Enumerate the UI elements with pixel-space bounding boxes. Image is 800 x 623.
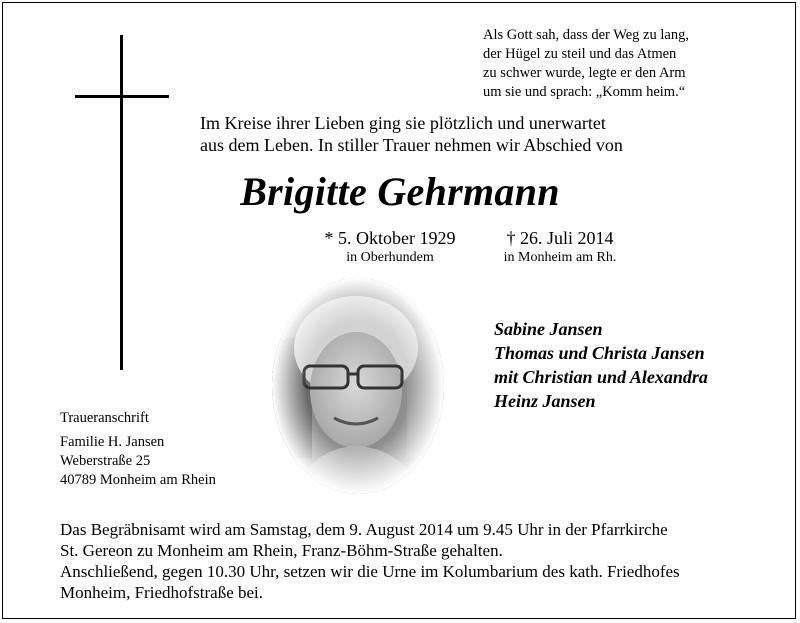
verse-line: zu schwer wurde, legte er den Arm [483, 65, 686, 81]
service-line: Monheim, Friedhofstraße bei. [60, 583, 264, 602]
verse-line: der Hügel zu steil und das Atmen [483, 46, 677, 62]
family-line: Heinz Jansen [494, 391, 596, 411]
address-line: Familie H. Jansen [60, 434, 165, 450]
portrait-photo [272, 278, 444, 494]
address-line: 40789 Monheim am Rhein [60, 472, 216, 488]
service-line: Anschließend, gegen 10.30 Uhr, setzen wir die Urne im Kolumbarium des kath. Friedhofes [60, 562, 680, 581]
address-line: Weberstraße 25 [60, 453, 151, 469]
death-info [480, 227, 640, 267]
intro-text [200, 112, 623, 156]
verse-line: um sie und sprach: „Komm heim.“ [483, 84, 686, 100]
funeral-service-text [60, 519, 780, 603]
family-names [494, 317, 794, 413]
portrait-image [272, 278, 444, 494]
family-line: Thomas und Christa Jansen [494, 343, 705, 363]
verse [483, 26, 783, 102]
intro-line: Im Kreise ihrer Lieben ging sie plötzlich und unerwartet [200, 113, 606, 133]
birth-info [310, 227, 470, 267]
service-line: Das Begräbnisamt wird am Samstag, dem 9. August 2014 um 9.45 Uhr in der Pfarrkirche [60, 520, 668, 539]
family-line: Sabine Jansen [494, 319, 603, 339]
cross-icon [120, 35, 123, 370]
family-line: mit Christian und Alexandra [494, 367, 708, 387]
cross-icon-bar [75, 95, 169, 98]
intro-line: aus dem Leben. In stiller Trauer nehmen wir Abschied von [200, 135, 623, 155]
death-date: † 26. Juli 2014 [506, 228, 614, 248]
birth-place: in Oberhundem [346, 250, 434, 265]
death-place: in Monheim am Rh. [503, 250, 617, 265]
mourning-address [60, 409, 280, 490]
deceased-name: Brigitte Gehrmann [240, 169, 560, 214]
verse-line: Als Gott sah, dass der Weg zu lang, [483, 27, 689, 43]
birth-date: * 5. Oktober 1929 [324, 228, 456, 248]
service-line: St. Gereon zu Monheim am Rhein, Franz-Böhm-Straße gehalten. [60, 541, 503, 560]
address-heading: Traueranschrift [60, 410, 149, 426]
